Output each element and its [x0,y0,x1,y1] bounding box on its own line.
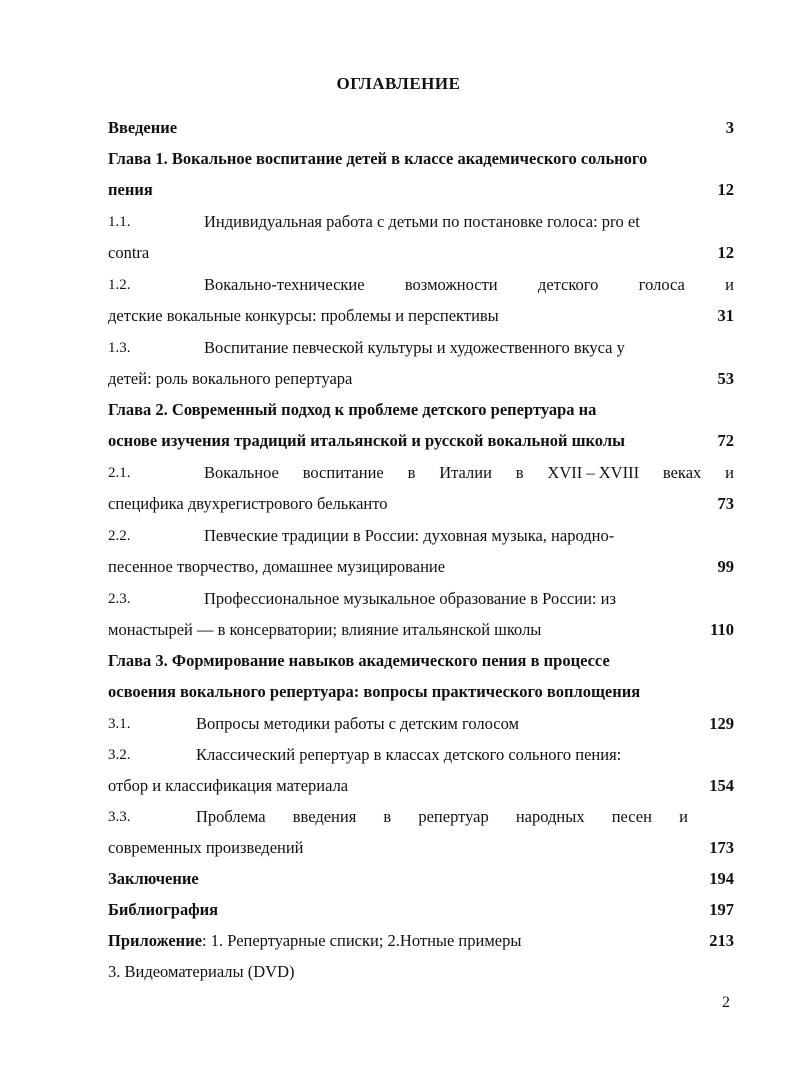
toc-s11-title: Индивидуальная работа с детьми по постановке голоса: pro et [204,212,640,231]
page-number: 2 [722,994,730,1011]
toc-s21-line2 [108,490,734,518]
toc-ch3-line2 [108,678,734,706]
toc-s11-line1 [108,208,734,236]
toc-ch2-title: Глава 2. Современный подход к проблеме детского репертуара на [108,400,597,419]
toc-s32-title: Классический репертуар в классах детского сольного пения: [196,745,622,764]
toc-s23-title-cont: монастырей — в консерватории; влияние итальянской школы [108,620,542,639]
toc-s12-line2 [108,302,734,330]
toc-s32-title-cont: отбор и классификация материала [108,776,349,795]
toc-ch2-line1 [108,396,734,424]
toc-s22-num: 2.2. [108,528,131,544]
word: возможности [404,275,498,294]
toc-appendix-label: Приложение [108,931,203,950]
toc-ch3-title: Глава 3. Формирование навыков академического пения в процессе [108,651,610,670]
toc-s13-title: Воспитание певческой культуры и художественного вкуса у [204,338,625,357]
word: голоса [638,275,685,294]
word: введения [292,807,357,826]
toc-ch1-line2 [108,176,734,204]
toc-s32-line1 [108,741,734,769]
toc-appendix [108,927,734,955]
toc-s23-line1 [108,585,734,613]
toc-s11-line2 [108,239,734,267]
toc-bibliography [108,896,734,924]
word: детского [537,275,599,294]
toc-ch1-line1 [108,145,734,173]
word: воспитание [302,463,384,482]
toc-s21-line1 [108,459,734,487]
word: в [515,463,524,482]
toc-s23-title: Профессиональное музыкальное образование в России: из [204,589,616,608]
page-title: ОГЛАВЛЕНИЕ [336,74,461,93]
toc-s11-page: 12 [717,243,734,262]
toc-ch2-title-cont: основе изучения традиций итальянской и русской вокальной школы [108,431,625,450]
toc-s21-num: 2.1. [108,465,131,481]
word: песен [611,807,652,826]
toc-s11-num: 1.1. [108,214,131,230]
toc-s31-line1 [108,710,734,738]
toc-s12-page: 31 [717,306,734,325]
toc-s33-title [196,803,688,831]
toc-s31-page: 129 [709,714,734,733]
toc-appendix-page: 213 [709,931,734,950]
toc-s33-title-cont: современных произведений [108,838,304,857]
toc-s13-line2 [108,365,734,393]
toc-intro-label: Введение [108,118,178,137]
toc-s33-line2 [108,834,734,862]
toc-appendix-text [108,927,521,955]
word: Вокально-технические [204,275,365,294]
toc-bibliography-label: Библиография [108,900,219,919]
toc-s22-page: 99 [717,557,734,576]
word: веках [662,463,702,482]
toc-s23-page: 110 [710,620,734,639]
toc-s33-num: 3.3. [108,809,131,825]
toc-s33-line1 [108,803,734,831]
toc-s13-line1 [108,334,734,362]
toc-s12-title [204,271,734,299]
toc-s12-line1 [108,271,734,299]
toc-s32-page: 154 [709,776,734,795]
toc-bibliography-page: 197 [709,900,734,919]
word: репертуар [418,807,489,826]
toc-ch2-page: 72 [717,431,734,450]
toc-s23-num: 2.3. [108,591,131,607]
toc-s23-line2 [108,616,734,644]
word: народных [515,807,585,826]
word: Проблема [196,807,266,826]
toc-s32-line2 [108,772,734,800]
word: XVII – XVIII [547,463,640,482]
word: Вокальное [204,463,279,482]
word: и [725,463,734,482]
toc-conclusion-label: Заключение [108,869,199,888]
toc-intro-page: 3 [725,118,734,137]
toc-s22-title: Певческие традиции в России: духовная музыка, народно- [204,526,615,545]
word: в [383,807,392,826]
toc-s13-title-cont: детей: роль вокального репертуара [108,369,353,388]
toc-s32-num: 3.2. [108,747,131,763]
toc-s13-page: 53 [717,369,734,388]
toc-s31-num: 3.1. [108,716,131,732]
toc-s21-page: 73 [717,494,734,513]
toc-s11-title-cont: contra [108,243,150,262]
toc-appendix-items: : 1. Репертуарные списки; 2.Нотные примеры [202,931,522,950]
toc-s22-line1 [108,522,734,550]
toc-ch2-line2 [108,427,734,455]
toc-appendix-line2 [108,958,734,986]
toc-intro [108,114,734,142]
toc-appendix-items-cont: 3. Видеоматериалы (DVD) [108,962,295,981]
toc-s21-title-cont: специфика двухрегистрового бельканто [108,494,388,513]
toc-s31-title: Вопросы методики работы с детским голосом [196,714,519,733]
toc-conclusion-page: 194 [709,869,734,888]
toc-s21-title [204,459,734,487]
toc-s12-title-cont: детские вокальные конкурсы: проблемы и перспективы [108,306,499,325]
word: и [725,275,734,294]
word: и [679,807,688,826]
toc-s13-num: 1.3. [108,340,131,356]
word: Италии [439,463,492,482]
toc-ch1-title-cont: пения [108,180,153,199]
toc-s22-line2 [108,553,734,581]
toc-ch1-title: Глава 1. Вокальное воспитание детей в классе академического сольного [108,149,648,168]
word: в [407,463,416,482]
toc-ch3-line1 [108,647,734,675]
toc-conclusion [108,865,734,893]
toc-ch1-page: 12 [717,180,734,199]
toc-ch3-title-cont: освоения вокального репертуара: вопросы практического воплощения [108,682,641,701]
toc-s33-page: 173 [709,838,734,857]
toc-s12-num: 1.2. [108,277,131,293]
toc-s22-title-cont: песенное творчество, домашнее музицирование [108,557,446,576]
